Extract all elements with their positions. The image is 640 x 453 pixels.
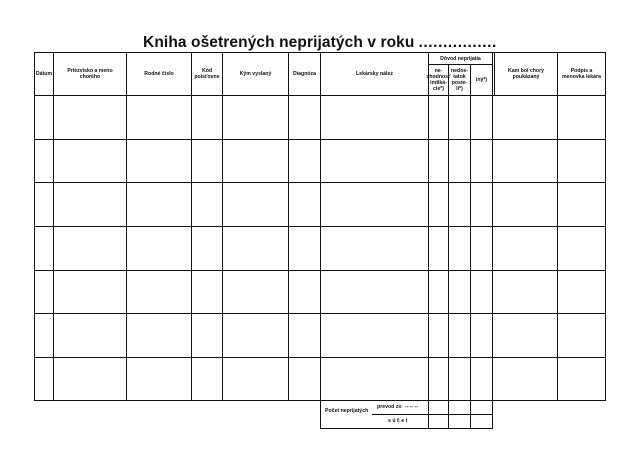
col-insurer-code-header: Kód poisťovne: [194, 68, 220, 80]
col-reason-not-necessary-header: ne- vhodnosť indiká- cie*): [426, 68, 451, 92]
col-reason-capacity-header: nedos- tatok poste- lí*): [450, 68, 468, 92]
col-reason-other-header: iný*): [475, 77, 488, 83]
footer-carry-over-value: -- -- --: [405, 404, 419, 410]
col-findings-header: Lekársky nález: [356, 71, 393, 77]
col-signature-header: Podpis a menovka lekára: [562, 68, 601, 80]
title-dots: ................: [418, 34, 497, 51]
col-date-header: Dátum: [35, 71, 53, 77]
col-referred-to-header: Kam bol chorý poukázaný: [507, 68, 545, 80]
col-reason-group-header: Dôvod neprijatia: [440, 55, 481, 62]
col-name-header: Priezvisko a meno chorého: [67, 68, 113, 80]
footer-total-label: s ú č e t: [388, 418, 408, 424]
col-sent-by-header: Kým vyslaný: [239, 71, 272, 77]
footer-carry-over-label: prevod zo: [377, 404, 402, 410]
title-text: Kniha ošetrených neprijatých v roku: [143, 34, 415, 51]
footer-count-label: Počet neprijatých: [325, 408, 369, 414]
col-birth-number-header: Rodné číslo: [144, 71, 174, 77]
col-diagnosis-header: Diagnóza: [292, 71, 317, 77]
